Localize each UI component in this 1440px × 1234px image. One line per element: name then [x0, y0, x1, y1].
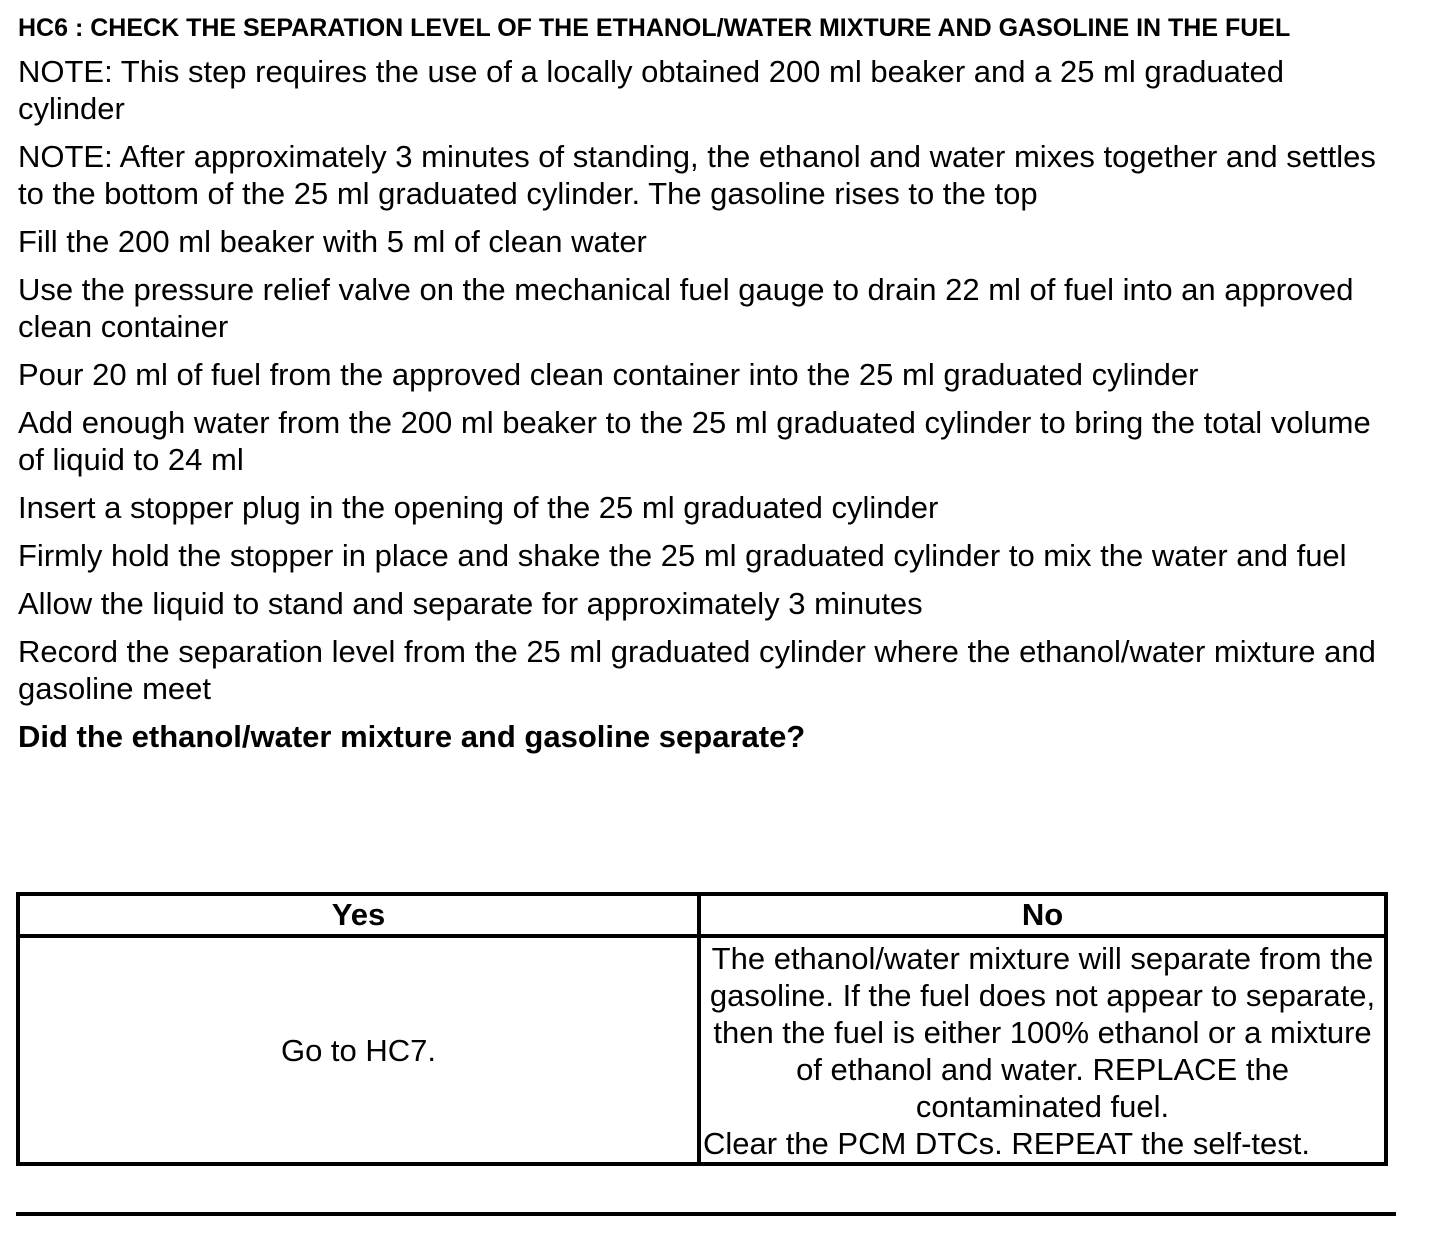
- decision-question: Did the ethanol/water mixture and gasoline separate?: [18, 719, 806, 754]
- step-record-level: Record the separation level from the 25 ml graduated cylinder where the ethanol/water mixture and gasoline meet: [18, 634, 1376, 706]
- step-drain-fuel: Use the pressure relief valve on the mechanical fuel gauge to drain 22 ml of fuel into an approved clean container: [18, 272, 1354, 344]
- step-fill-beaker: Fill the 200 ml beaker with 5 ml of clean water: [18, 224, 647, 259]
- step-heading: HC6 : CHECK THE SEPARATION LEVEL OF THE ETHANOL/WATER MIXTURE AND GASOLINE IN THE FUEL: [18, 14, 1291, 42]
- step-pour-fuel: Pour 20 ml of fuel from the approved clean container into the 25 ml graduated cylinder: [18, 357, 1199, 392]
- yes-header: Yes: [18, 894, 699, 936]
- yes-action-cell: [18, 936, 699, 1164]
- step-shake-cylinder: Firmly hold the stopper in place and shake the 25 ml graduated cylinder to mix the water and fuel: [18, 538, 1347, 573]
- no-followup-text: Clear the PCM DTCs. REPEAT the self-test.: [703, 1126, 1310, 1161]
- no-header: No: [699, 894, 1386, 936]
- procedure-section: [18, 0, 1398, 755]
- step-add-water: Add enough water from the 200 ml beaker to the 25 ml graduated cylinder to bring the total volume of liquid to 24 ml: [18, 405, 1371, 477]
- table-row: [18, 936, 1386, 1164]
- yes-action-text: Go to HC7.: [280, 1032, 437, 1068]
- step-insert-stopper: Insert a stopper plug in the opening of the 25 ml graduated cylinder: [18, 490, 939, 525]
- no-action-text: The ethanol/water mixture will separate from the gasoline. If the fuel does not appear to separate, then the fuel is either 100% ethanol or a mixture of ethanol and water. REPLACE the contaminated fuel.: [709, 941, 1376, 1124]
- bottom-divider: [16, 1212, 1396, 1216]
- step-let-stand: Allow the liquid to stand and separate for approximately 3 minutes: [18, 586, 923, 621]
- note-equipment: NOTE: This step requires the use of a locally obtained 200 ml beaker and a 25 ml graduated cylinder: [18, 54, 1284, 126]
- note-settling: NOTE: After approximately 3 minutes of standing, the ethanol and water mixes together and settles to the bottom of the 25 ml graduated cylinder. The gasoline rises to the top: [18, 139, 1376, 211]
- no-action-cell: [699, 936, 1386, 1164]
- table-header-row: [18, 894, 1386, 936]
- decision-table: [16, 892, 1388, 1166]
